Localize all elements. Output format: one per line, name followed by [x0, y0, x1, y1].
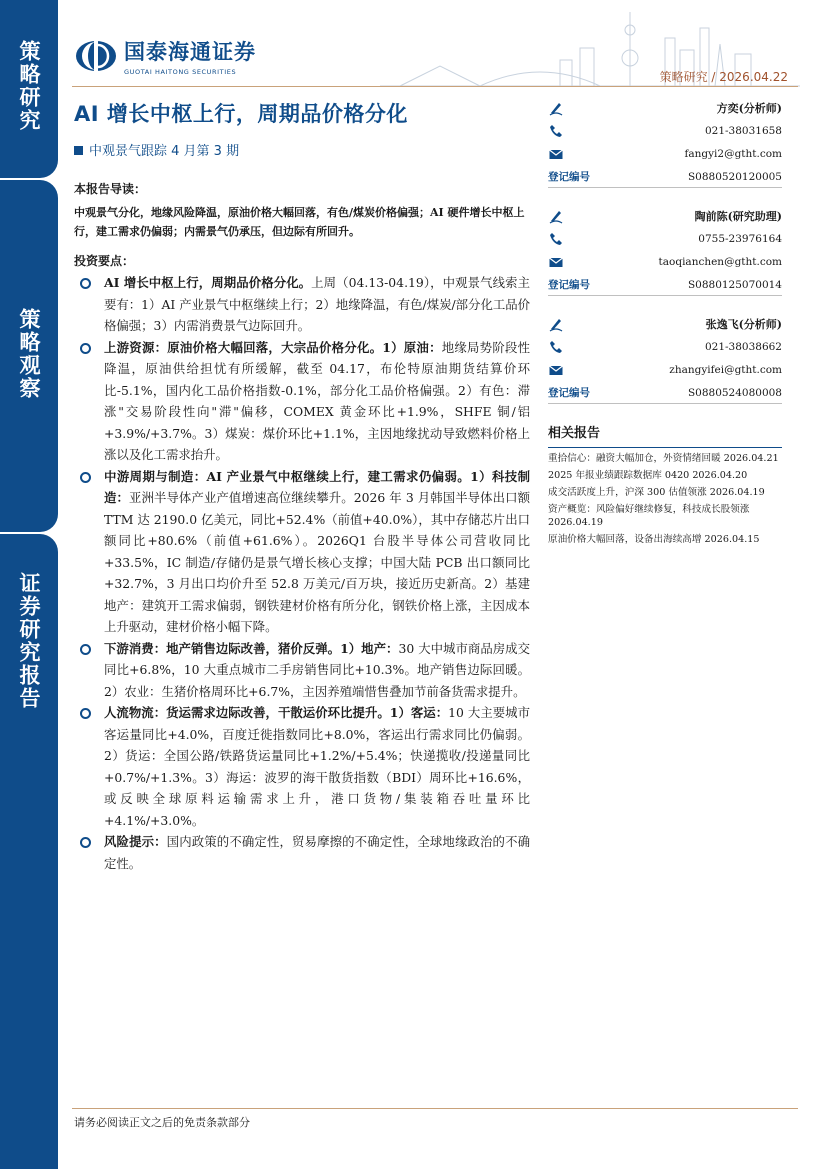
pen-icon	[548, 316, 564, 332]
report-title: AI 增长中枢上行，周期品价格分化	[74, 102, 408, 126]
point-lead: AI 增长中枢上行，周期品价格分化。	[104, 275, 312, 290]
related-report-link[interactable]: 2025 年报业绩跟踪数据库 0420 2026.04.20	[548, 470, 748, 481]
point-text: 国内政策的不确定性，贸易摩擦的不确定性，全球地缘政治的不确定性。	[104, 834, 531, 871]
registration-label: 登记编号	[548, 279, 590, 291]
company-logo	[74, 36, 256, 76]
disclaimer-notice: 请务必阅读正文之后的免责条款部分	[74, 1116, 250, 1129]
analyst-divider	[548, 187, 782, 188]
header-category-date: 策略研究 / 2026.04.22	[659, 70, 788, 84]
investment-points-heading: 投资要点：	[74, 254, 135, 268]
logo-mark-icon	[74, 39, 118, 73]
analyst-phone: 0755-23976164	[698, 232, 782, 245]
analyst-name: 张逸飞(分析师)	[705, 317, 782, 331]
analyst-name: 陶前陈(研究助理)	[694, 209, 782, 223]
phone-icon	[548, 339, 564, 355]
related-report-link[interactable]: 资产概览：风险偏好继续修复，科技成长股领涨 2026.04.19	[548, 504, 750, 528]
list-item	[78, 337, 530, 466]
mail-icon	[548, 362, 564, 378]
circle-bullet-icon	[80, 837, 91, 848]
circle-bullet-icon	[80, 472, 91, 483]
circle-bullet-icon	[80, 708, 91, 719]
point-lead: 中游周期与制造：AI 产业景气中枢继续上行，建工需求仍偏弱。1）科技制造：	[104, 468, 530, 505]
analyst-phone: 021-38038662	[704, 340, 782, 353]
side-label: 证券研究报告	[17, 572, 41, 710]
footer-divider	[72, 1108, 798, 1109]
point-text: 上周（04.13-04.19），中观景气线索主要有：1）AI 产业景气中枢继续上行；2）地缘降温，有色/煤炭/部分化工品价格偏强；3）内需消费景气边际回升。	[104, 275, 531, 333]
registration-number: S0880125070014	[687, 278, 782, 291]
side-segment-strategy-observation	[0, 180, 58, 532]
list-item	[78, 272, 530, 337]
list-item	[78, 831, 530, 874]
analyst-divider	[548, 295, 782, 296]
side-label: 策略观察	[17, 308, 41, 400]
registration-label: 登记编号	[548, 171, 590, 183]
related-reports	[548, 422, 782, 546]
point-text: 亚洲半导体产业产值增速高位继续攀升。2026 年 3 月韩国半导体出口额 TTM 达 2190.0 亿美元，同比+52.4%（前值+40.0%），其中存储芯片出口额同比+80.6%（前值+61.6%）。2026Q1 台股半导体公司营收同比+33.5%，IC 制造/存储仍是景气增长核心支撑；中国大陆 PCB 出口额同比+32.7%，3 月出口均价升至 52.8 万美元/百万块，接近历史新高。2）基建地产：建筑开工需求偏弱，钢铁建材价格有所分化，钢铁价格上涨，主因成本上升驱动，建材价格小幅下降。	[104, 490, 531, 634]
related-report-link[interactable]: 原油价格大幅回落，设备出海续高增 2026.04.15	[548, 534, 760, 545]
analyst-divider	[548, 403, 782, 404]
side-segment-securities-report	[0, 534, 58, 1169]
analyst-email[interactable]: fangyi2@gtht.com	[684, 147, 782, 160]
lead-body: 中观景气分化，地缘风险降温，原油价格大幅回落，有色/煤炭价格偏强；AI 硬件增长中枢上行，建工需求仍偏弱；内需景气仍承压，但边际有所回升。	[74, 206, 525, 238]
lead-heading: 本报告导读：	[74, 182, 147, 196]
analyst-name: 方奕(分析师)	[716, 101, 782, 115]
circle-bullet-icon	[80, 343, 91, 354]
point-text: 地缘局势阶段性降温，原油供给担忧有所缓解，截至 04.17，布伦特原油期货结算价环比-5.1%，国内化工品价格指数-0.1%，部分化工品价格偏强。2）有色：滞涨"交易阶段性向"滞"偏移，COMEX 黄金环比+1.9%，SHFE 铜/铝+3.9%/+3.7%。3）煤炭：煤价环比+1.1%，主因地缘扰动导致燃料价格上涨以及化工需求抬升。	[104, 339, 531, 462]
side-label: 策略研究	[17, 40, 41, 132]
point-lead: 风险提示：	[104, 834, 167, 849]
circle-bullet-icon	[80, 278, 91, 289]
related-report-link[interactable]: 成交活跃度上升，沪深 300 估值领涨 2026.04.19	[548, 487, 765, 498]
point-text: 30 大中城市商品房成交同比+6.8%，10 大重点城市二手房销售同比+10.3%。地产销售边际回暖。2）农业：生猪价格周环比+6.7%，主因养殖端惜售叠加节前备货需求提升。	[104, 640, 530, 699]
registration-number: S0880524080008	[687, 386, 782, 399]
point-text: 10 大主要城市客运量同比+4.0%，百度迁徙指数同比+8.0%，客运出行需求同比仍偏弱。2）货运：全国公路/铁路货运量同比+1.2%/+5.4%；快递揽收/投递量同比+0.7%/+1.3%。3）海运：波罗的海干散货指数（BDI）周环比+16.6%，或反映全球原料运输需求上升，港口货物/集装箱吞吐量环比+4.1%/+3.0%。	[104, 705, 530, 828]
analyst-phone: 021-38031658	[704, 124, 782, 137]
related-report-link[interactable]: 重拾信心：融资大幅加仓，外资情绪回暖 2026.04.21	[548, 453, 779, 464]
analyst-card	[548, 204, 782, 312]
registration-number: S0880520120005	[687, 170, 782, 183]
registration-label: 登记编号	[548, 387, 590, 399]
point-lead: 人流物流：货运需求边际改善，干散运价环比提升。1）客运：	[104, 705, 449, 720]
square-bullet-icon	[74, 146, 83, 155]
circle-bullet-icon	[80, 644, 91, 655]
logo-chinese-name: 国泰海通证券	[124, 40, 256, 64]
analyst-email[interactable]: taoqianchen@gtht.com	[658, 255, 782, 268]
pen-icon	[548, 100, 564, 116]
analyst-card	[548, 96, 782, 204]
pen-icon	[548, 208, 564, 224]
side-band	[0, 0, 58, 1169]
analyst-email[interactable]: zhangyifei@gtht.com	[669, 363, 782, 376]
phone-icon	[548, 123, 564, 139]
header-divider	[72, 86, 798, 87]
phone-icon	[548, 231, 564, 247]
investment-points-list	[78, 272, 530, 874]
analyst-contacts	[548, 96, 782, 420]
related-reports-title: 相关报告	[548, 422, 782, 448]
list-item	[78, 466, 530, 638]
mail-icon	[548, 254, 564, 270]
point-lead: 上游资源：原油价格大幅回落，大宗品价格分化。1）原油：	[104, 339, 442, 355]
subtitle-text: 中观景气跟踪 4 月第 3 期	[89, 144, 240, 159]
list-item	[78, 638, 530, 703]
logo-english-name: GUOTAI HAITONG SECURITIES	[124, 68, 237, 76]
point-lead: 下游消费：地产销售边际改善，猪价反弹。1）地产：	[104, 640, 399, 656]
list-item	[78, 702, 530, 831]
mail-icon	[548, 146, 564, 162]
side-segment-strategy-research	[0, 0, 58, 178]
analyst-card	[548, 312, 782, 420]
report-subtitle	[74, 140, 239, 159]
